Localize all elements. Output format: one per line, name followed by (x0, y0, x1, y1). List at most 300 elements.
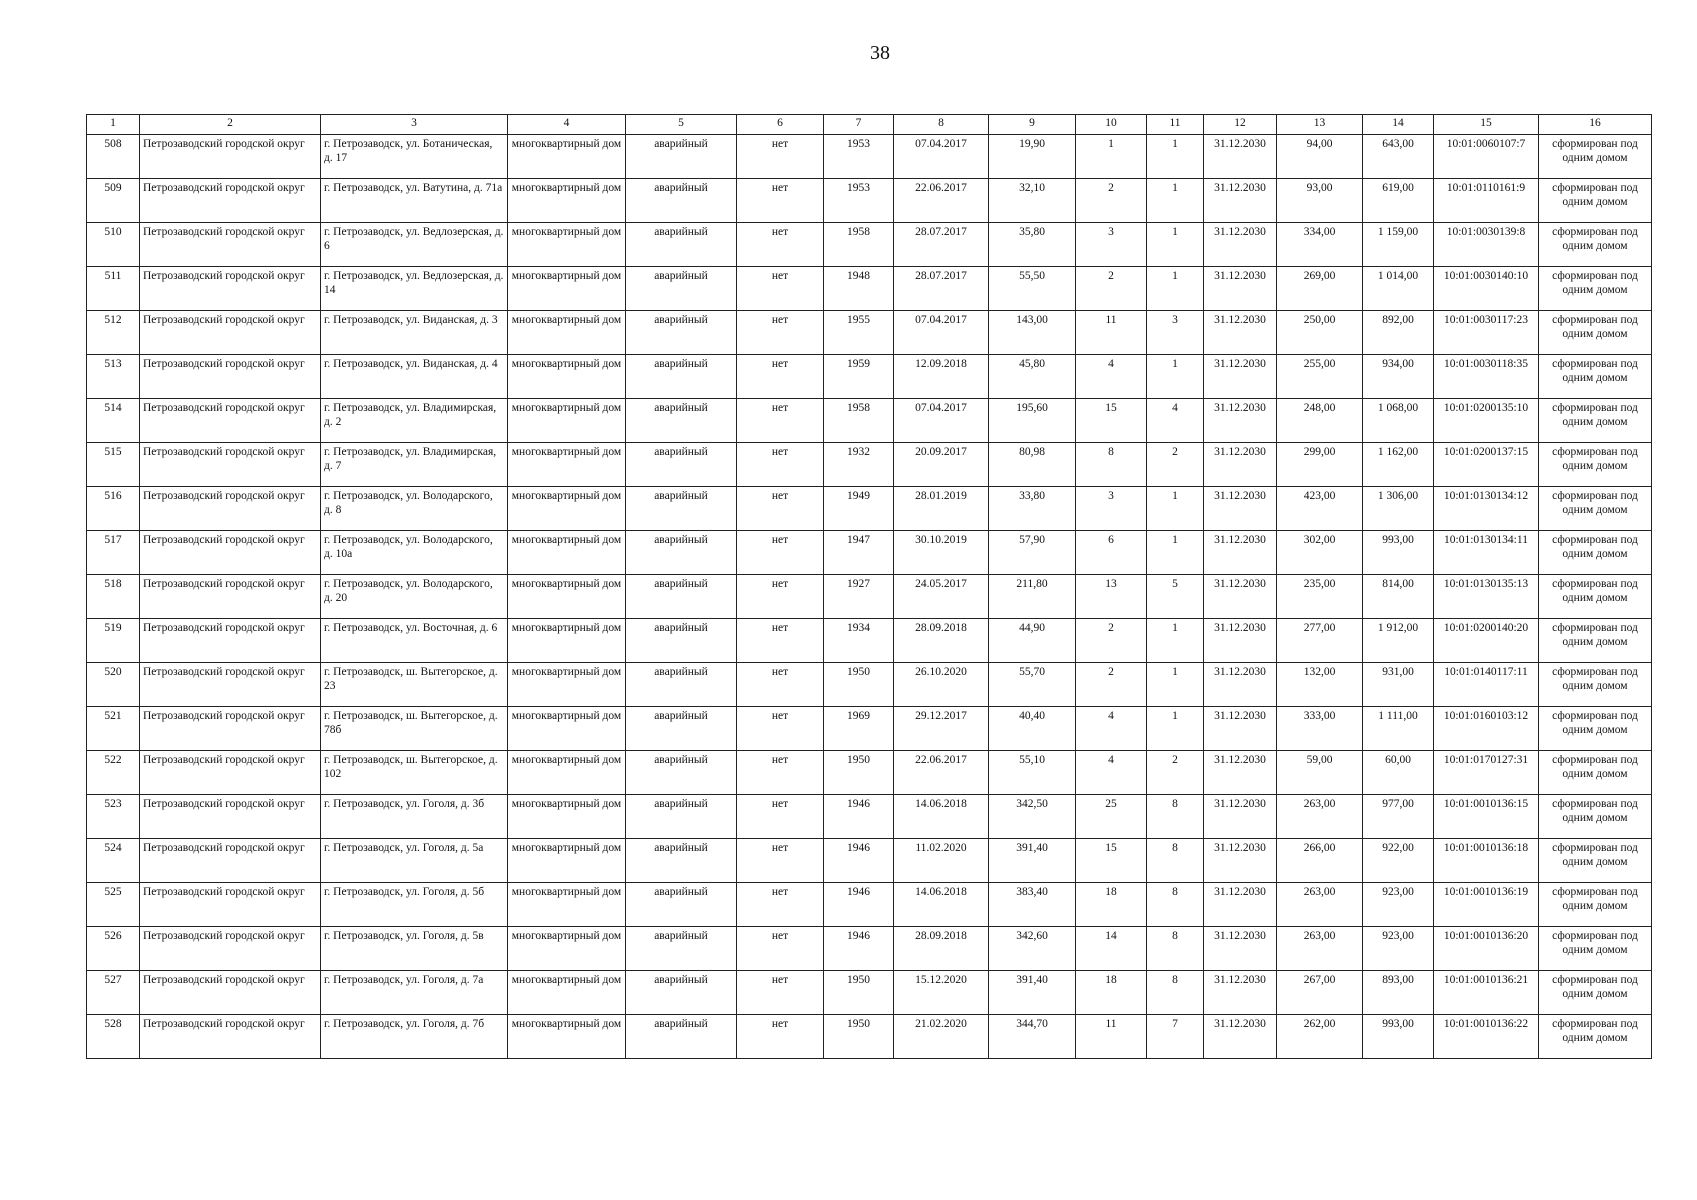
cell-address: г. Петрозаводск, ул. Гоголя, д. 5в (321, 927, 508, 971)
cell-building-type: многоквартирный дом (508, 795, 626, 839)
cell-building-type: многоквартирный дом (508, 135, 626, 179)
cell-municipality: Петрозаводский городской округ (140, 267, 321, 311)
cell-apartments: 8 (1147, 795, 1204, 839)
cell-address: г. Петрозаводск, ул. Гоголя, д. 5а (321, 839, 508, 883)
cell-residents: 4 (1076, 355, 1147, 399)
cell-resettlement-deadline: 31.12.2030 (1204, 135, 1277, 179)
cell-building-type: многоквартирный дом (508, 663, 626, 707)
cell-year-built: 1950 (824, 751, 894, 795)
cell-resettlement-deadline: 31.12.2030 (1204, 267, 1277, 311)
cell-apartments: 8 (1147, 883, 1204, 927)
cell-resettlement-deadline: 31.12.2030 (1204, 839, 1277, 883)
cell-recognition-date: 14.06.2018 (894, 883, 989, 927)
table-row (87, 927, 1652, 971)
cell-condition: аварийный (626, 267, 737, 311)
cell-year-built: 1934 (824, 619, 894, 663)
table-row (87, 487, 1652, 531)
cell-residents: 15 (1076, 839, 1147, 883)
cell-address: г. Петрозаводск, ш. Вытегорское, д. 78б (321, 707, 508, 751)
cell-land-plot-status: сформирован под одним домом (1539, 927, 1652, 971)
cell-value-13: 334,00 (1277, 223, 1363, 267)
cell-condition: аварийный (626, 795, 737, 839)
cell-value-14: 977,00 (1363, 795, 1434, 839)
cell-cultural-heritage: нет (737, 795, 824, 839)
cell-building-type: многоквартирный дом (508, 1015, 626, 1059)
page-number: 38 (870, 42, 890, 64)
cell-cultural-heritage: нет (737, 311, 824, 355)
cell-year-built: 1953 (824, 179, 894, 223)
cell-condition: аварийный (626, 883, 737, 927)
cell-cultural-heritage: нет (737, 267, 824, 311)
cell-condition: аварийный (626, 927, 737, 971)
cell-resettlement-deadline: 31.12.2030 (1204, 795, 1277, 839)
cell-year-built: 1958 (824, 223, 894, 267)
cell-municipality: Петрозаводский городской округ (140, 1015, 321, 1059)
cell-year-built: 1955 (824, 311, 894, 355)
cell-apartments: 2 (1147, 443, 1204, 487)
cell-condition: аварийный (626, 531, 737, 575)
cell-cadastral-number: 10:01:0030117:23 (1434, 311, 1539, 355)
cell-municipality: Петрозаводский городской округ (140, 399, 321, 443)
cell-area: 383,40 (989, 883, 1076, 927)
cell-recognition-date: 26.10.2020 (894, 663, 989, 707)
cell-area: 211,80 (989, 575, 1076, 619)
column-header: 15 (1434, 115, 1539, 135)
cell-value-14: 1 306,00 (1363, 487, 1434, 531)
cell-value-14: 619,00 (1363, 179, 1434, 223)
cell-cadastral-number: 10:01:0110161:9 (1434, 179, 1539, 223)
cell-land-plot-status: сформирован под одним домом (1539, 619, 1652, 663)
cell-municipality: Петрозаводский городской округ (140, 311, 321, 355)
cell-cadastral-number: 10:01:0200140:20 (1434, 619, 1539, 663)
cell-condition: аварийный (626, 575, 737, 619)
cell-resettlement-deadline: 31.12.2030 (1204, 927, 1277, 971)
cell-value-14: 993,00 (1363, 531, 1434, 575)
cell-address: г. Петрозаводск, ул. Гоголя, д. 3б (321, 795, 508, 839)
cell-row-number: 527 (87, 971, 140, 1015)
cell-row-number: 509 (87, 179, 140, 223)
cell-land-plot-status: сформирован под одним домом (1539, 399, 1652, 443)
cell-value-13: 93,00 (1277, 179, 1363, 223)
cell-land-plot-status: сформирован под одним домом (1539, 883, 1652, 927)
cell-recognition-date: 28.09.2018 (894, 619, 989, 663)
cell-building-type: многоквартирный дом (508, 311, 626, 355)
column-header: 8 (894, 115, 989, 135)
cell-value-13: 423,00 (1277, 487, 1363, 531)
cell-recognition-date: 07.04.2017 (894, 311, 989, 355)
cell-apartments: 1 (1147, 267, 1204, 311)
column-header: 12 (1204, 115, 1277, 135)
cell-building-type: многоквартирный дом (508, 971, 626, 1015)
cell-resettlement-deadline: 31.12.2030 (1204, 575, 1277, 619)
column-header: 5 (626, 115, 737, 135)
cell-address: г. Петрозаводск, ул. Восточная, д. 6 (321, 619, 508, 663)
cell-municipality: Петрозаводский городской округ (140, 531, 321, 575)
cell-recognition-date: 28.09.2018 (894, 927, 989, 971)
cell-land-plot-status: сформирован под одним домом (1539, 355, 1652, 399)
cell-municipality: Петрозаводский городской округ (140, 839, 321, 883)
cell-cadastral-number: 10:01:0010136:22 (1434, 1015, 1539, 1059)
cell-municipality: Петрозаводский городской округ (140, 443, 321, 487)
cell-land-plot-status: сформирован под одним домом (1539, 751, 1652, 795)
cell-area: 342,60 (989, 927, 1076, 971)
cell-cultural-heritage: нет (737, 355, 824, 399)
cell-cadastral-number: 10:01:0140117:11 (1434, 663, 1539, 707)
cell-row-number: 520 (87, 663, 140, 707)
cell-resettlement-deadline: 31.12.2030 (1204, 663, 1277, 707)
cell-building-type: многоквартирный дом (508, 267, 626, 311)
cell-residents: 18 (1076, 883, 1147, 927)
cell-cadastral-number: 10:01:0030139:8 (1434, 223, 1539, 267)
cell-recognition-date: 28.07.2017 (894, 267, 989, 311)
cell-residents: 14 (1076, 927, 1147, 971)
cell-cultural-heritage: нет (737, 487, 824, 531)
cell-row-number: 526 (87, 927, 140, 971)
cell-residents: 3 (1076, 487, 1147, 531)
cell-condition: аварийный (626, 355, 737, 399)
cell-area: 45,80 (989, 355, 1076, 399)
cell-building-type: многоквартирный дом (508, 443, 626, 487)
cell-municipality: Петрозаводский городской округ (140, 179, 321, 223)
cell-recognition-date: 28.01.2019 (894, 487, 989, 531)
cell-cadastral-number: 10:01:0130134:11 (1434, 531, 1539, 575)
cell-value-14: 1 159,00 (1363, 223, 1434, 267)
cell-address: г. Петрозаводск, ул. Владимирская, д. 7 (321, 443, 508, 487)
cell-year-built: 1932 (824, 443, 894, 487)
cell-year-built: 1953 (824, 135, 894, 179)
cell-residents: 2 (1076, 619, 1147, 663)
cell-area: 391,40 (989, 971, 1076, 1015)
cell-area: 195,60 (989, 399, 1076, 443)
cell-apartments: 8 (1147, 927, 1204, 971)
cell-cadastral-number: 10:01:0030140:10 (1434, 267, 1539, 311)
cell-recognition-date: 14.06.2018 (894, 795, 989, 839)
cell-value-13: 262,00 (1277, 1015, 1363, 1059)
cell-condition: аварийный (626, 971, 737, 1015)
cell-year-built: 1946 (824, 795, 894, 839)
cell-municipality: Петрозаводский городской округ (140, 355, 321, 399)
cell-recognition-date: 29.12.2017 (894, 707, 989, 751)
cell-cadastral-number: 10:01:0010136:20 (1434, 927, 1539, 971)
cell-address: г. Петрозаводск, ул. Ботаническая, д. 17 (321, 135, 508, 179)
cell-cadastral-number: 10:01:0060107:7 (1434, 135, 1539, 179)
cell-address: г. Петрозаводск, ул. Ватутина, д. 71а (321, 179, 508, 223)
cell-apartments: 1 (1147, 135, 1204, 179)
cell-cultural-heritage: нет (737, 179, 824, 223)
cell-municipality: Петрозаводский городской округ (140, 487, 321, 531)
cell-cultural-heritage: нет (737, 883, 824, 927)
cell-building-type: многоквартирный дом (508, 399, 626, 443)
cell-apartments: 2 (1147, 751, 1204, 795)
column-header: 4 (508, 115, 626, 135)
cell-recognition-date: 07.04.2017 (894, 135, 989, 179)
cell-value-13: 266,00 (1277, 839, 1363, 883)
cell-recognition-date: 30.10.2019 (894, 531, 989, 575)
column-header: 3 (321, 115, 508, 135)
cell-value-14: 1 162,00 (1363, 443, 1434, 487)
table-row (87, 223, 1652, 267)
cell-cadastral-number: 10:01:0170127:31 (1434, 751, 1539, 795)
cell-cadastral-number: 10:01:0130134:12 (1434, 487, 1539, 531)
cell-building-type: многоквартирный дом (508, 751, 626, 795)
table-row (87, 883, 1652, 927)
cell-value-14: 922,00 (1363, 839, 1434, 883)
cell-resettlement-deadline: 31.12.2030 (1204, 179, 1277, 223)
cell-municipality: Петрозаводский городской округ (140, 883, 321, 927)
cell-apartments: 1 (1147, 223, 1204, 267)
cell-condition: аварийный (626, 311, 737, 355)
cell-municipality: Петрозаводский городской округ (140, 751, 321, 795)
cell-land-plot-status: сформирован под одним домом (1539, 971, 1652, 1015)
table-row (87, 355, 1652, 399)
cell-condition: аварийный (626, 443, 737, 487)
cell-apartments: 4 (1147, 399, 1204, 443)
cell-resettlement-deadline: 31.12.2030 (1204, 443, 1277, 487)
cell-row-number: 511 (87, 267, 140, 311)
table-row (87, 663, 1652, 707)
cell-building-type: многоквартирный дом (508, 619, 626, 663)
cell-value-13: 250,00 (1277, 311, 1363, 355)
cell-recognition-date: 21.02.2020 (894, 1015, 989, 1059)
cell-resettlement-deadline: 31.12.2030 (1204, 531, 1277, 575)
cell-land-plot-status: сформирован под одним домом (1539, 179, 1652, 223)
cell-residents: 3 (1076, 223, 1147, 267)
cell-value-13: 267,00 (1277, 971, 1363, 1015)
cell-row-number: 515 (87, 443, 140, 487)
cell-land-plot-status: сформирован под одним домом (1539, 707, 1652, 751)
header-row (87, 115, 1652, 135)
cell-cultural-heritage: нет (737, 619, 824, 663)
cell-cadastral-number: 10:01:0200137:15 (1434, 443, 1539, 487)
cell-row-number: 508 (87, 135, 140, 179)
cell-cadastral-number: 10:01:0130135:13 (1434, 575, 1539, 619)
cell-recognition-date: 20.09.2017 (894, 443, 989, 487)
table-row (87, 751, 1652, 795)
cell-condition: аварийный (626, 487, 737, 531)
cell-cultural-heritage: нет (737, 399, 824, 443)
cell-value-13: 277,00 (1277, 619, 1363, 663)
cell-municipality: Петрозаводский городской округ (140, 135, 321, 179)
cell-value-13: 59,00 (1277, 751, 1363, 795)
cell-value-13: 132,00 (1277, 663, 1363, 707)
cell-resettlement-deadline: 31.12.2030 (1204, 751, 1277, 795)
cell-building-type: многоквартирный дом (508, 531, 626, 575)
cell-cultural-heritage: нет (737, 751, 824, 795)
cell-resettlement-deadline: 31.12.2030 (1204, 707, 1277, 751)
cell-cadastral-number: 10:01:0160103:12 (1434, 707, 1539, 751)
cell-area: 391,40 (989, 839, 1076, 883)
cell-residents: 25 (1076, 795, 1147, 839)
cell-condition: аварийный (626, 1015, 737, 1059)
cell-resettlement-deadline: 31.12.2030 (1204, 399, 1277, 443)
cell-row-number: 522 (87, 751, 140, 795)
cell-land-plot-status: сформирован под одним домом (1539, 575, 1652, 619)
cell-cadastral-number: 10:01:0010136:18 (1434, 839, 1539, 883)
cell-area: 344,70 (989, 1015, 1076, 1059)
cell-cultural-heritage: нет (737, 223, 824, 267)
cell-condition: аварийный (626, 663, 737, 707)
cell-building-type: многоквартирный дом (508, 927, 626, 971)
table-row (87, 1015, 1652, 1059)
cell-value-14: 893,00 (1363, 971, 1434, 1015)
cell-building-type: многоквартирный дом (508, 223, 626, 267)
cell-year-built: 1950 (824, 971, 894, 1015)
column-header: 7 (824, 115, 894, 135)
cell-area: 55,10 (989, 751, 1076, 795)
cell-row-number: 513 (87, 355, 140, 399)
cell-municipality: Петрозаводский городской округ (140, 575, 321, 619)
cell-cultural-heritage: нет (737, 971, 824, 1015)
table-row (87, 311, 1652, 355)
cell-year-built: 1949 (824, 487, 894, 531)
column-header: 1 (87, 115, 140, 135)
cell-address: г. Петрозаводск, ул. Ведлозерская, д. 14 (321, 267, 508, 311)
cell-condition: аварийный (626, 399, 737, 443)
cell-resettlement-deadline: 31.12.2030 (1204, 883, 1277, 927)
cell-condition: аварийный (626, 179, 737, 223)
cell-cadastral-number: 10:01:0010136:19 (1434, 883, 1539, 927)
cell-row-number: 521 (87, 707, 140, 751)
cell-recognition-date: 22.06.2017 (894, 179, 989, 223)
cell-cultural-heritage: нет (737, 707, 824, 751)
cell-year-built: 1958 (824, 399, 894, 443)
table-row (87, 179, 1652, 223)
cell-resettlement-deadline: 31.12.2030 (1204, 355, 1277, 399)
cell-building-type: многоквартирный дом (508, 487, 626, 531)
cell-recognition-date: 15.12.2020 (894, 971, 989, 1015)
cell-row-number: 510 (87, 223, 140, 267)
cell-land-plot-status: сформирован под одним домом (1539, 487, 1652, 531)
cell-building-type: многоквартирный дом (508, 179, 626, 223)
cell-area: 55,70 (989, 663, 1076, 707)
cell-value-13: 255,00 (1277, 355, 1363, 399)
cell-residents: 11 (1076, 1015, 1147, 1059)
cell-land-plot-status: сформирован под одним домом (1539, 267, 1652, 311)
cell-area: 143,00 (989, 311, 1076, 355)
cell-residents: 2 (1076, 663, 1147, 707)
cell-recognition-date: 28.07.2017 (894, 223, 989, 267)
cell-value-14: 60,00 (1363, 751, 1434, 795)
cell-residents: 2 (1076, 179, 1147, 223)
cell-condition: аварийный (626, 839, 737, 883)
cell-resettlement-deadline: 31.12.2030 (1204, 311, 1277, 355)
cell-address: г. Петрозаводск, ул. Гоголя, д. 7а (321, 971, 508, 1015)
cell-municipality: Петрозаводский городской округ (140, 663, 321, 707)
cell-recognition-date: 22.06.2017 (894, 751, 989, 795)
table-row (87, 443, 1652, 487)
cell-land-plot-status: сформирован под одним домом (1539, 531, 1652, 575)
cell-land-plot-status: сформирован под одним домом (1539, 663, 1652, 707)
cell-value-14: 643,00 (1363, 135, 1434, 179)
cell-building-type: многоквартирный дом (508, 707, 626, 751)
cell-address: г. Петрозаводск, ул. Володарского, д. 10а (321, 531, 508, 575)
cell-apartments: 8 (1147, 971, 1204, 1015)
cell-year-built: 1950 (824, 1015, 894, 1059)
cell-land-plot-status: сформирован под одним домом (1539, 135, 1652, 179)
cell-municipality: Петрозаводский городской округ (140, 795, 321, 839)
cell-municipality: Петрозаводский городской округ (140, 971, 321, 1015)
cell-land-plot-status: сформирован под одним домом (1539, 223, 1652, 267)
column-header: 13 (1277, 115, 1363, 135)
cell-apartments: 1 (1147, 619, 1204, 663)
cell-address: г. Петрозаводск, ул. Ведлозерская, д. 6 (321, 223, 508, 267)
cell-value-14: 1 111,00 (1363, 707, 1434, 751)
cell-building-type: многоквартирный дом (508, 355, 626, 399)
cell-resettlement-deadline: 31.12.2030 (1204, 1015, 1277, 1059)
cell-condition: аварийный (626, 135, 737, 179)
cell-value-14: 814,00 (1363, 575, 1434, 619)
table-row (87, 619, 1652, 663)
column-header: 14 (1363, 115, 1434, 135)
cell-area: 19,90 (989, 135, 1076, 179)
cell-year-built: 1959 (824, 355, 894, 399)
cell-area: 32,10 (989, 179, 1076, 223)
cell-apartments: 1 (1147, 355, 1204, 399)
cell-residents: 13 (1076, 575, 1147, 619)
table-row (87, 399, 1652, 443)
cell-building-type: многоквартирный дом (508, 575, 626, 619)
column-header: 16 (1539, 115, 1652, 135)
table-row (87, 135, 1652, 179)
cell-row-number: 519 (87, 619, 140, 663)
cell-recognition-date: 12.09.2018 (894, 355, 989, 399)
cell-year-built: 1946 (824, 883, 894, 927)
cell-apartments: 8 (1147, 839, 1204, 883)
cell-apartments: 5 (1147, 575, 1204, 619)
cell-area: 40,40 (989, 707, 1076, 751)
cell-building-type: многоквартирный дом (508, 883, 626, 927)
cell-row-number: 517 (87, 531, 140, 575)
cell-value-13: 299,00 (1277, 443, 1363, 487)
cell-apartments: 1 (1147, 707, 1204, 751)
cell-apartments: 1 (1147, 663, 1204, 707)
cell-value-13: 333,00 (1277, 707, 1363, 751)
cell-cultural-heritage: нет (737, 1015, 824, 1059)
cell-land-plot-status: сформирован под одним домом (1539, 839, 1652, 883)
cell-value-14: 931,00 (1363, 663, 1434, 707)
cell-land-plot-status: сформирован под одним домом (1539, 311, 1652, 355)
cell-resettlement-deadline: 31.12.2030 (1204, 223, 1277, 267)
cell-year-built: 1969 (824, 707, 894, 751)
cell-municipality: Петрозаводский городской округ (140, 707, 321, 751)
cell-municipality: Петрозаводский городской округ (140, 223, 321, 267)
cell-value-14: 934,00 (1363, 355, 1434, 399)
cell-condition: аварийный (626, 619, 737, 663)
cell-value-13: 263,00 (1277, 927, 1363, 971)
cell-year-built: 1950 (824, 663, 894, 707)
cell-address: г. Петрозаводск, ул. Володарского, д. 20 (321, 575, 508, 619)
cell-area: 44,90 (989, 619, 1076, 663)
cell-apartments: 3 (1147, 311, 1204, 355)
cell-cultural-heritage: нет (737, 839, 824, 883)
cell-area: 35,80 (989, 223, 1076, 267)
cell-address: г. Петрозаводск, ул. Гоголя, д. 7б (321, 1015, 508, 1059)
cell-cultural-heritage: нет (737, 927, 824, 971)
table-row (87, 575, 1652, 619)
cell-recognition-date: 07.04.2017 (894, 399, 989, 443)
cell-cultural-heritage: нет (737, 575, 824, 619)
cell-value-14: 923,00 (1363, 883, 1434, 927)
cell-area: 55,50 (989, 267, 1076, 311)
cell-value-14: 1 014,00 (1363, 267, 1434, 311)
cell-area: 33,80 (989, 487, 1076, 531)
column-header: 10 (1076, 115, 1147, 135)
cell-land-plot-status: сформирован под одним домом (1539, 1015, 1652, 1059)
cell-residents: 2 (1076, 267, 1147, 311)
cell-residents: 1 (1076, 135, 1147, 179)
cell-value-13: 302,00 (1277, 531, 1363, 575)
cell-municipality: Петрозаводский городской округ (140, 619, 321, 663)
